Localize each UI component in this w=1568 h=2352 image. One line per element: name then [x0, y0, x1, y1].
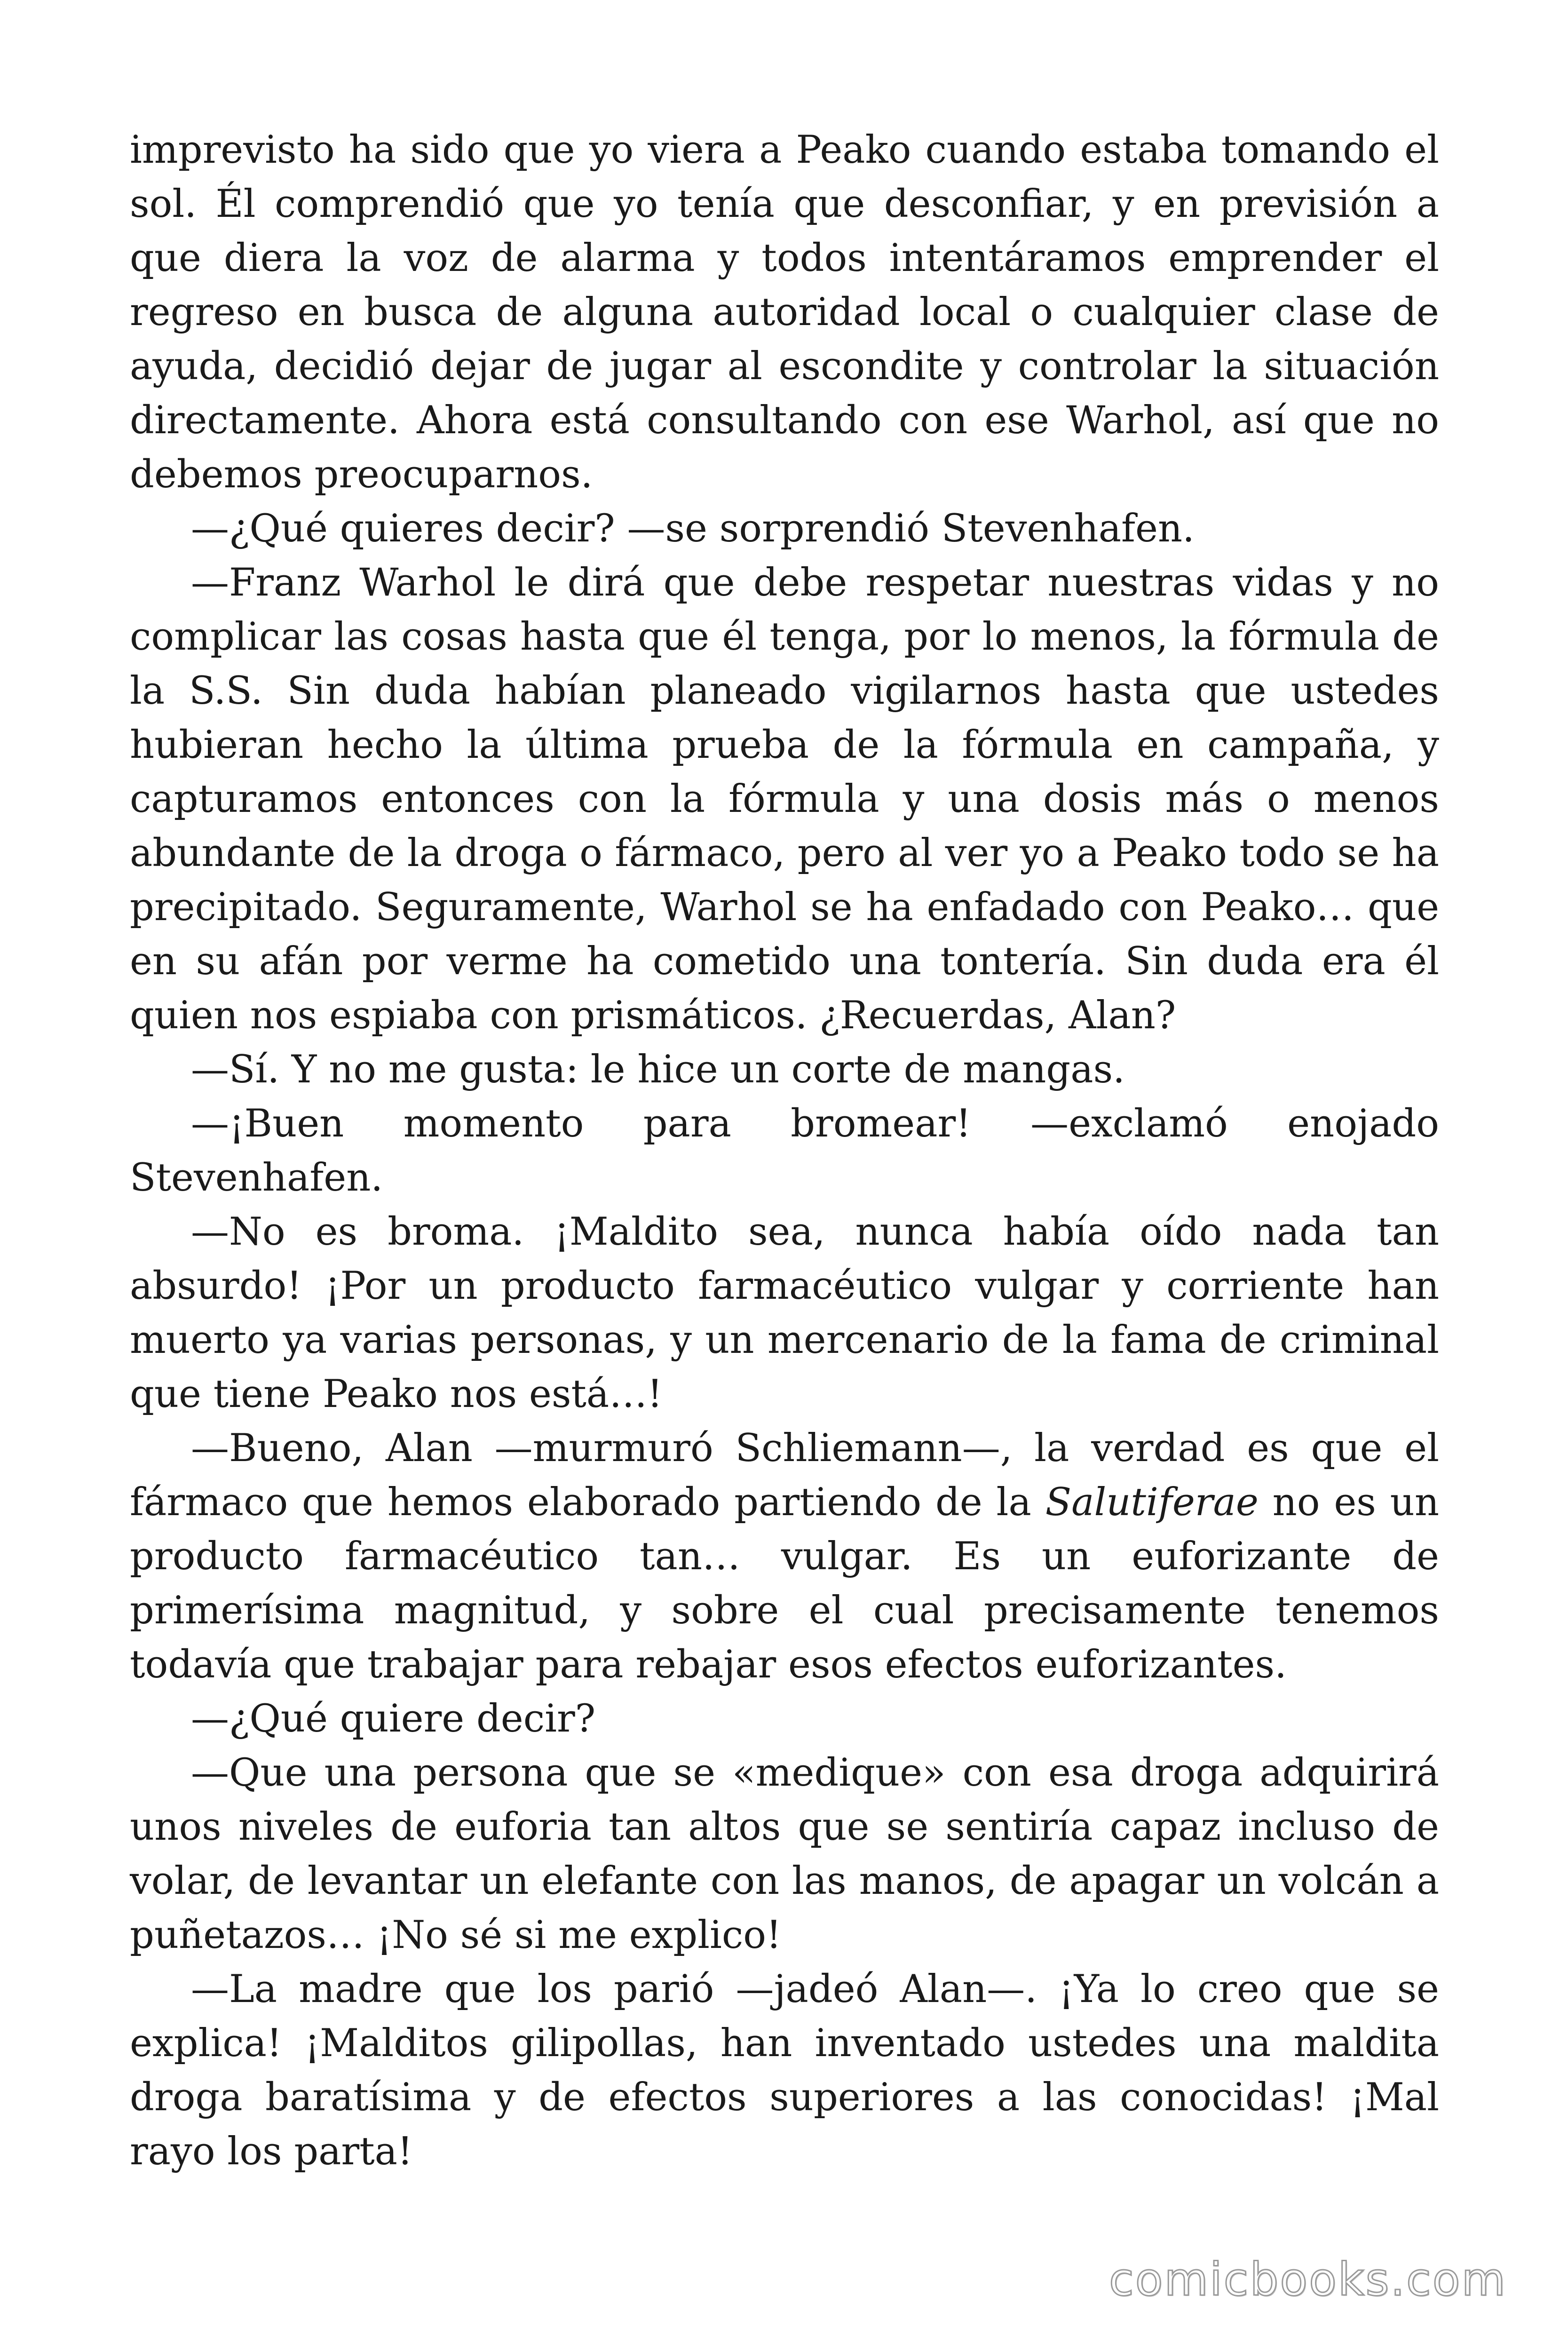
paragraph-7	[130, 1422, 1439, 1692]
watermark-logo: comicbooks.com	[1109, 2253, 1507, 2306]
paragraph-9: —Que una persona que se «medique» con esa droga adquirirá unos niveles de euforia tan altos que se sentiría capaz incluso de volar, de levantar un elefante con las manos, de apagar un volcán a puñetazos… ¡No sé si me explico!	[130, 1751, 1439, 1957]
paragraph-6: —No es broma. ¡Maldito sea, nunca había oído nada tan absurdo! ¡Por un producto farmacéutico vulgar y corriente han muerto ya varias personas, y un mercenario de la fama de criminal que tiene Peako nos está…!	[130, 1210, 1439, 1416]
paragraph-7-before: —Bueno, Alan —murmuró Schliemann—, la verdad es que el fármaco que hemos elaborado partiendo de la	[130, 1426, 1439, 1525]
paragraph-4: —Sí. Y no me gusta: le hice un corte de mangas.	[191, 1048, 1125, 1092]
paragraph-7-after: no es un producto farmacéutico tan… vulgar. Es un euforizante de primerísima magnitud, y sobre el cual precisamente tenemos todavía que trabajar para rebajar esos efectos euforizantes.	[130, 1480, 1440, 1687]
paragraph-8: —¿Qué quiere decir?	[191, 1697, 596, 1741]
body-text	[130, 123, 1439, 2179]
paragraph-7-italic: Salutiferae	[1045, 1480, 1259, 1525]
paragraph-1: imprevisto ha sido que yo viera a Peako cuando estaba tomando el sol. Él comprendió que yo tenía que desconfiar, y en previsión a que diera la voz de alarma y todos intentáramos emprender el regreso en busca de alguna autoridad local o cualquier clase de ayuda, decidió dejar de jugar al escondite y controlar la situación directamente. Ahora está consultando con ese Warhol, así que no debemos preocuparnos.	[130, 128, 1439, 497]
paragraph-2: —¿Qué quieres decir? —se sorprendió Stevenhafen.	[191, 507, 1195, 551]
paragraph-5: —¡Buen momento para bromear! —exclamó enojado Stevenhafen.	[130, 1102, 1439, 1200]
paragraph-3: —Franz Warhol le dirá que debe respetar nuestras vidas y no complicar las cosas hasta que él tenga, por lo menos, la fórmula de la S.S. Sin duda habían planeado vigilarnos hasta que ustedes hubieran hecho la última prueba de la fórmula en campaña, y capturamos entonces con la fórmula y una dosis más o menos abundante de la droga o fármaco, pero al ver yo a Peako todo se ha precipitado. Seguramente, Warhol se ha enfadado con Peako… que en su afán por verme ha cometido una tontería. Sin duda era él quien nos espiaba con prismáticos. ¿Recuerdas, Alan?	[130, 561, 1439, 1038]
paragraph-10: —La madre que los parió —jadeó Alan—. ¡Ya lo creo que se explica! ¡Malditos gilipollas, han inventado ustedes una maldita droga baratísima y de efectos superiores a las conocidas! ¡Mal rayo los parta!	[130, 1967, 1439, 2174]
